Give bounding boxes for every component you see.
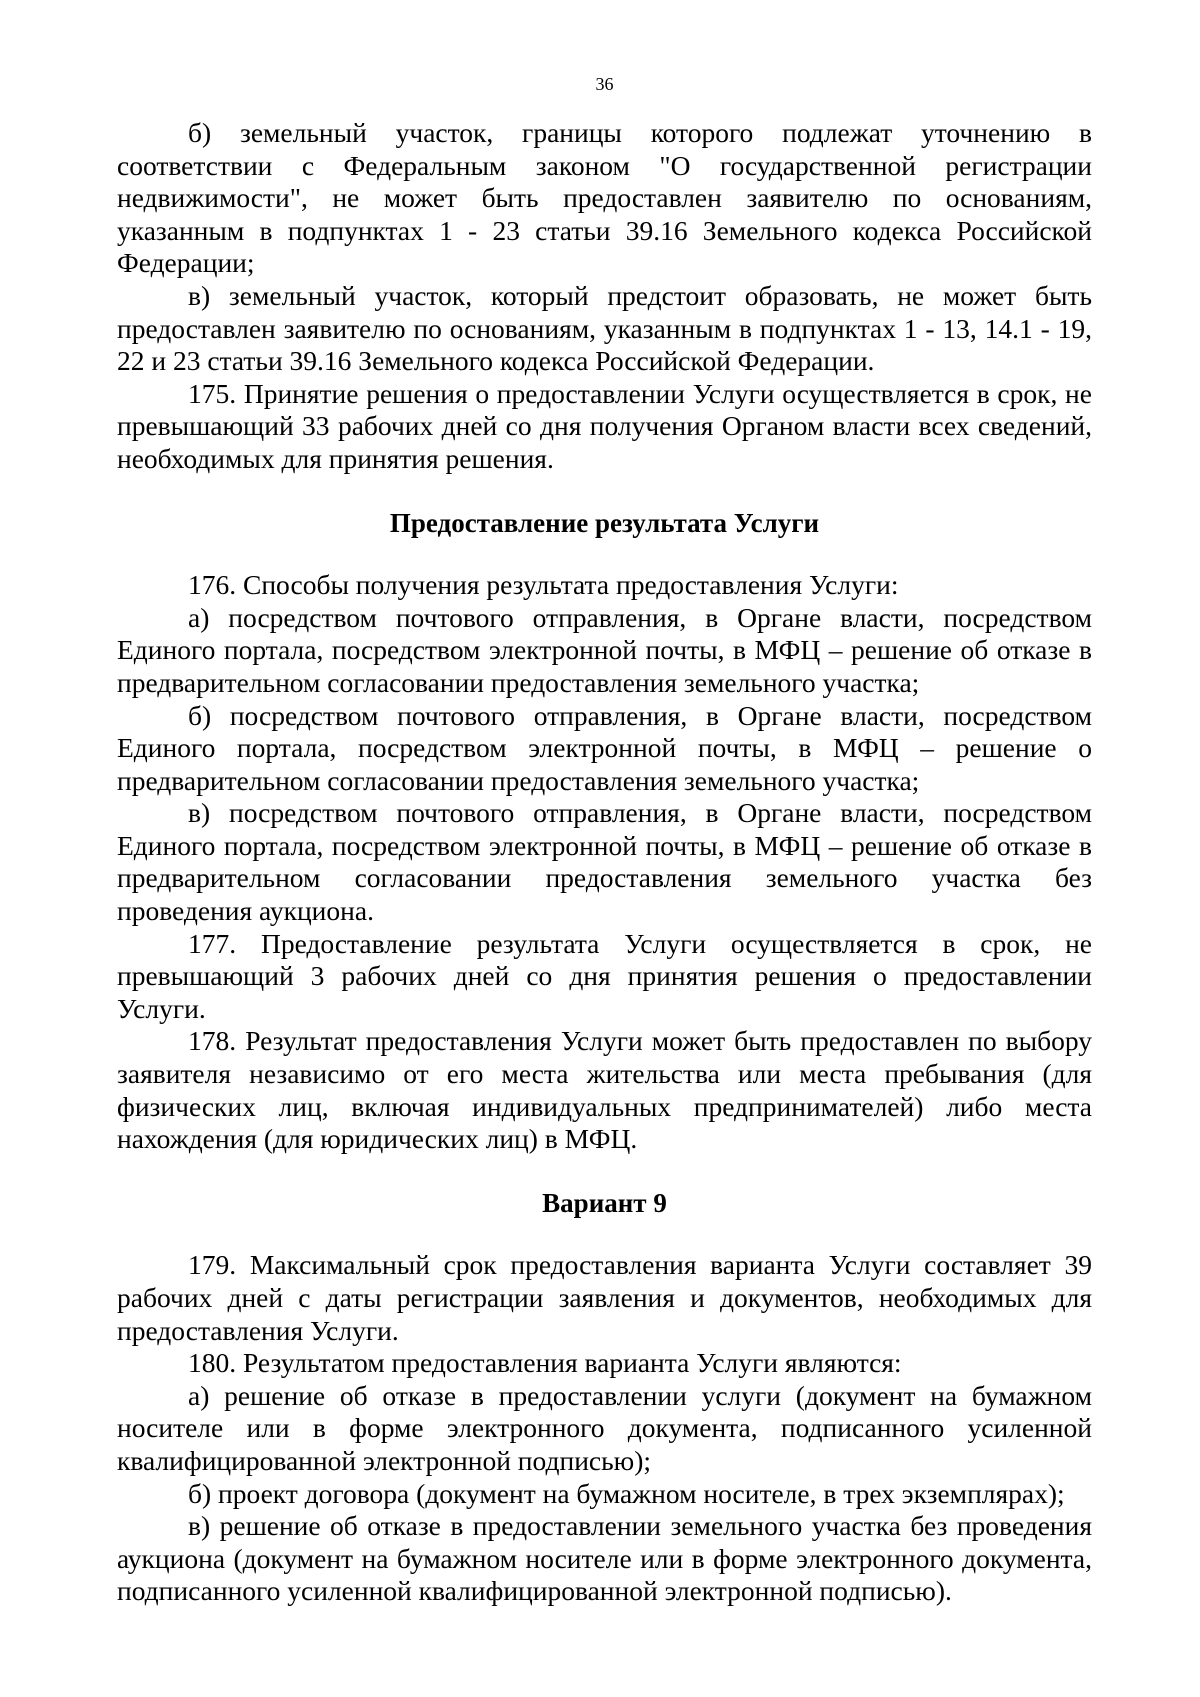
- page-number: 36: [595, 74, 614, 94]
- paragraph-179: 179. Максимальный срок предоставления варианта Услуги составляет 39 рабочих дней с даты регистрации заявления и документов, необходимых для предоставления Услуги.: [117, 1249, 1092, 1346]
- paragraph-175: 175. Принятие решения о предоставлении Услуги осуществляется в срок, не превышающий 33 рабочих дней со дня получения Органом власти всех сведений, необходимых для принятия решения.: [117, 377, 1092, 474]
- section-heading-result: Предоставление результата Услуги: [389, 507, 820, 538]
- paragraph-180-b: б) проект договора (документ на бумажном носителе, в трех экземплярах);: [188, 1477, 1065, 1509]
- paragraph-176-a: а) посредством почтового отправления, в Органе власти, посредством Единого портала, посредством электронной почты, в МФЦ – решение об отказе в предварительном согласовании предоставления земельного участка;: [117, 601, 1092, 698]
- paragraph-176: 176. Способы получения результата предоставления Услуги:: [188, 569, 899, 601]
- paragraph-180-v: в) решение об отказе в предоставлении земельного участка без проведения аукциона (документ на бумажном носителе или в форме электронного документа, подписанного усиленной квалифицированной электронной подписью).: [117, 1510, 1092, 1607]
- paragraph-176-b: б) посредством почтового отправления, в Органе власти, посредством Единого портала, посредством электронной почты, в МФЦ – решение о предварительном согласовании предоставления земельного участка;: [117, 699, 1092, 796]
- paragraph-b-land-plot-boundaries: б) земельный участок, границы которого подлежат уточнению в соответствии с Федеральным законом "О государственной регистрации недвижимости", не может быть предоставлен заявителю по основаниям, указанным в подпунктах 1 - 23 статьи 39.16 Земельного кодекса Российской Федерации;: [117, 117, 1092, 279]
- document-body: [117, 117, 1092, 1608]
- section-heading-variant-9: Вариант 9: [542, 1187, 667, 1218]
- paragraph-v-land-plot-to-form: в) земельный участок, который предстоит образовать, не может быть предоставлен заявителю по основаниям, указанным в подпунктах 1 - 13, 14.1 - 19, 22 и 23 статьи 39.16 Земельного кодекса Российской Федерации.: [117, 279, 1092, 377]
- paragraph-177: 177. Предоставление результата Услуги осуществляется в срок, не превышающий 3 рабочих дней со дня принятия решения о предоставлении Услуги.: [117, 927, 1092, 1024]
- paragraph-176-v: в) посредством почтового отправления, в Органе власти, посредством Единого портала, посредством электронной почты, в МФЦ – решение об отказе в предварительном согласовании предоставления земельного участка без проведения аукциона.: [117, 797, 1092, 927]
- paragraph-180: 180. Результатом предоставления варианта Услуги являются:: [188, 1347, 902, 1379]
- paragraph-180-a: а) решение об отказе в предоставлении услуги (документ на бумажном носителе или в форме электронного документа, подписанного усиленной квалифицированной электронной подписью);: [117, 1379, 1092, 1476]
- paragraph-178: 178. Результат предоставления Услуги может быть предоставлен по выбору заявителя независимо от его места жительства или места пребывания (для физических лиц, включая индивидуальных предпринимателей) либо места нахождения (для юридических лиц) в МФЦ.: [117, 1025, 1092, 1155]
